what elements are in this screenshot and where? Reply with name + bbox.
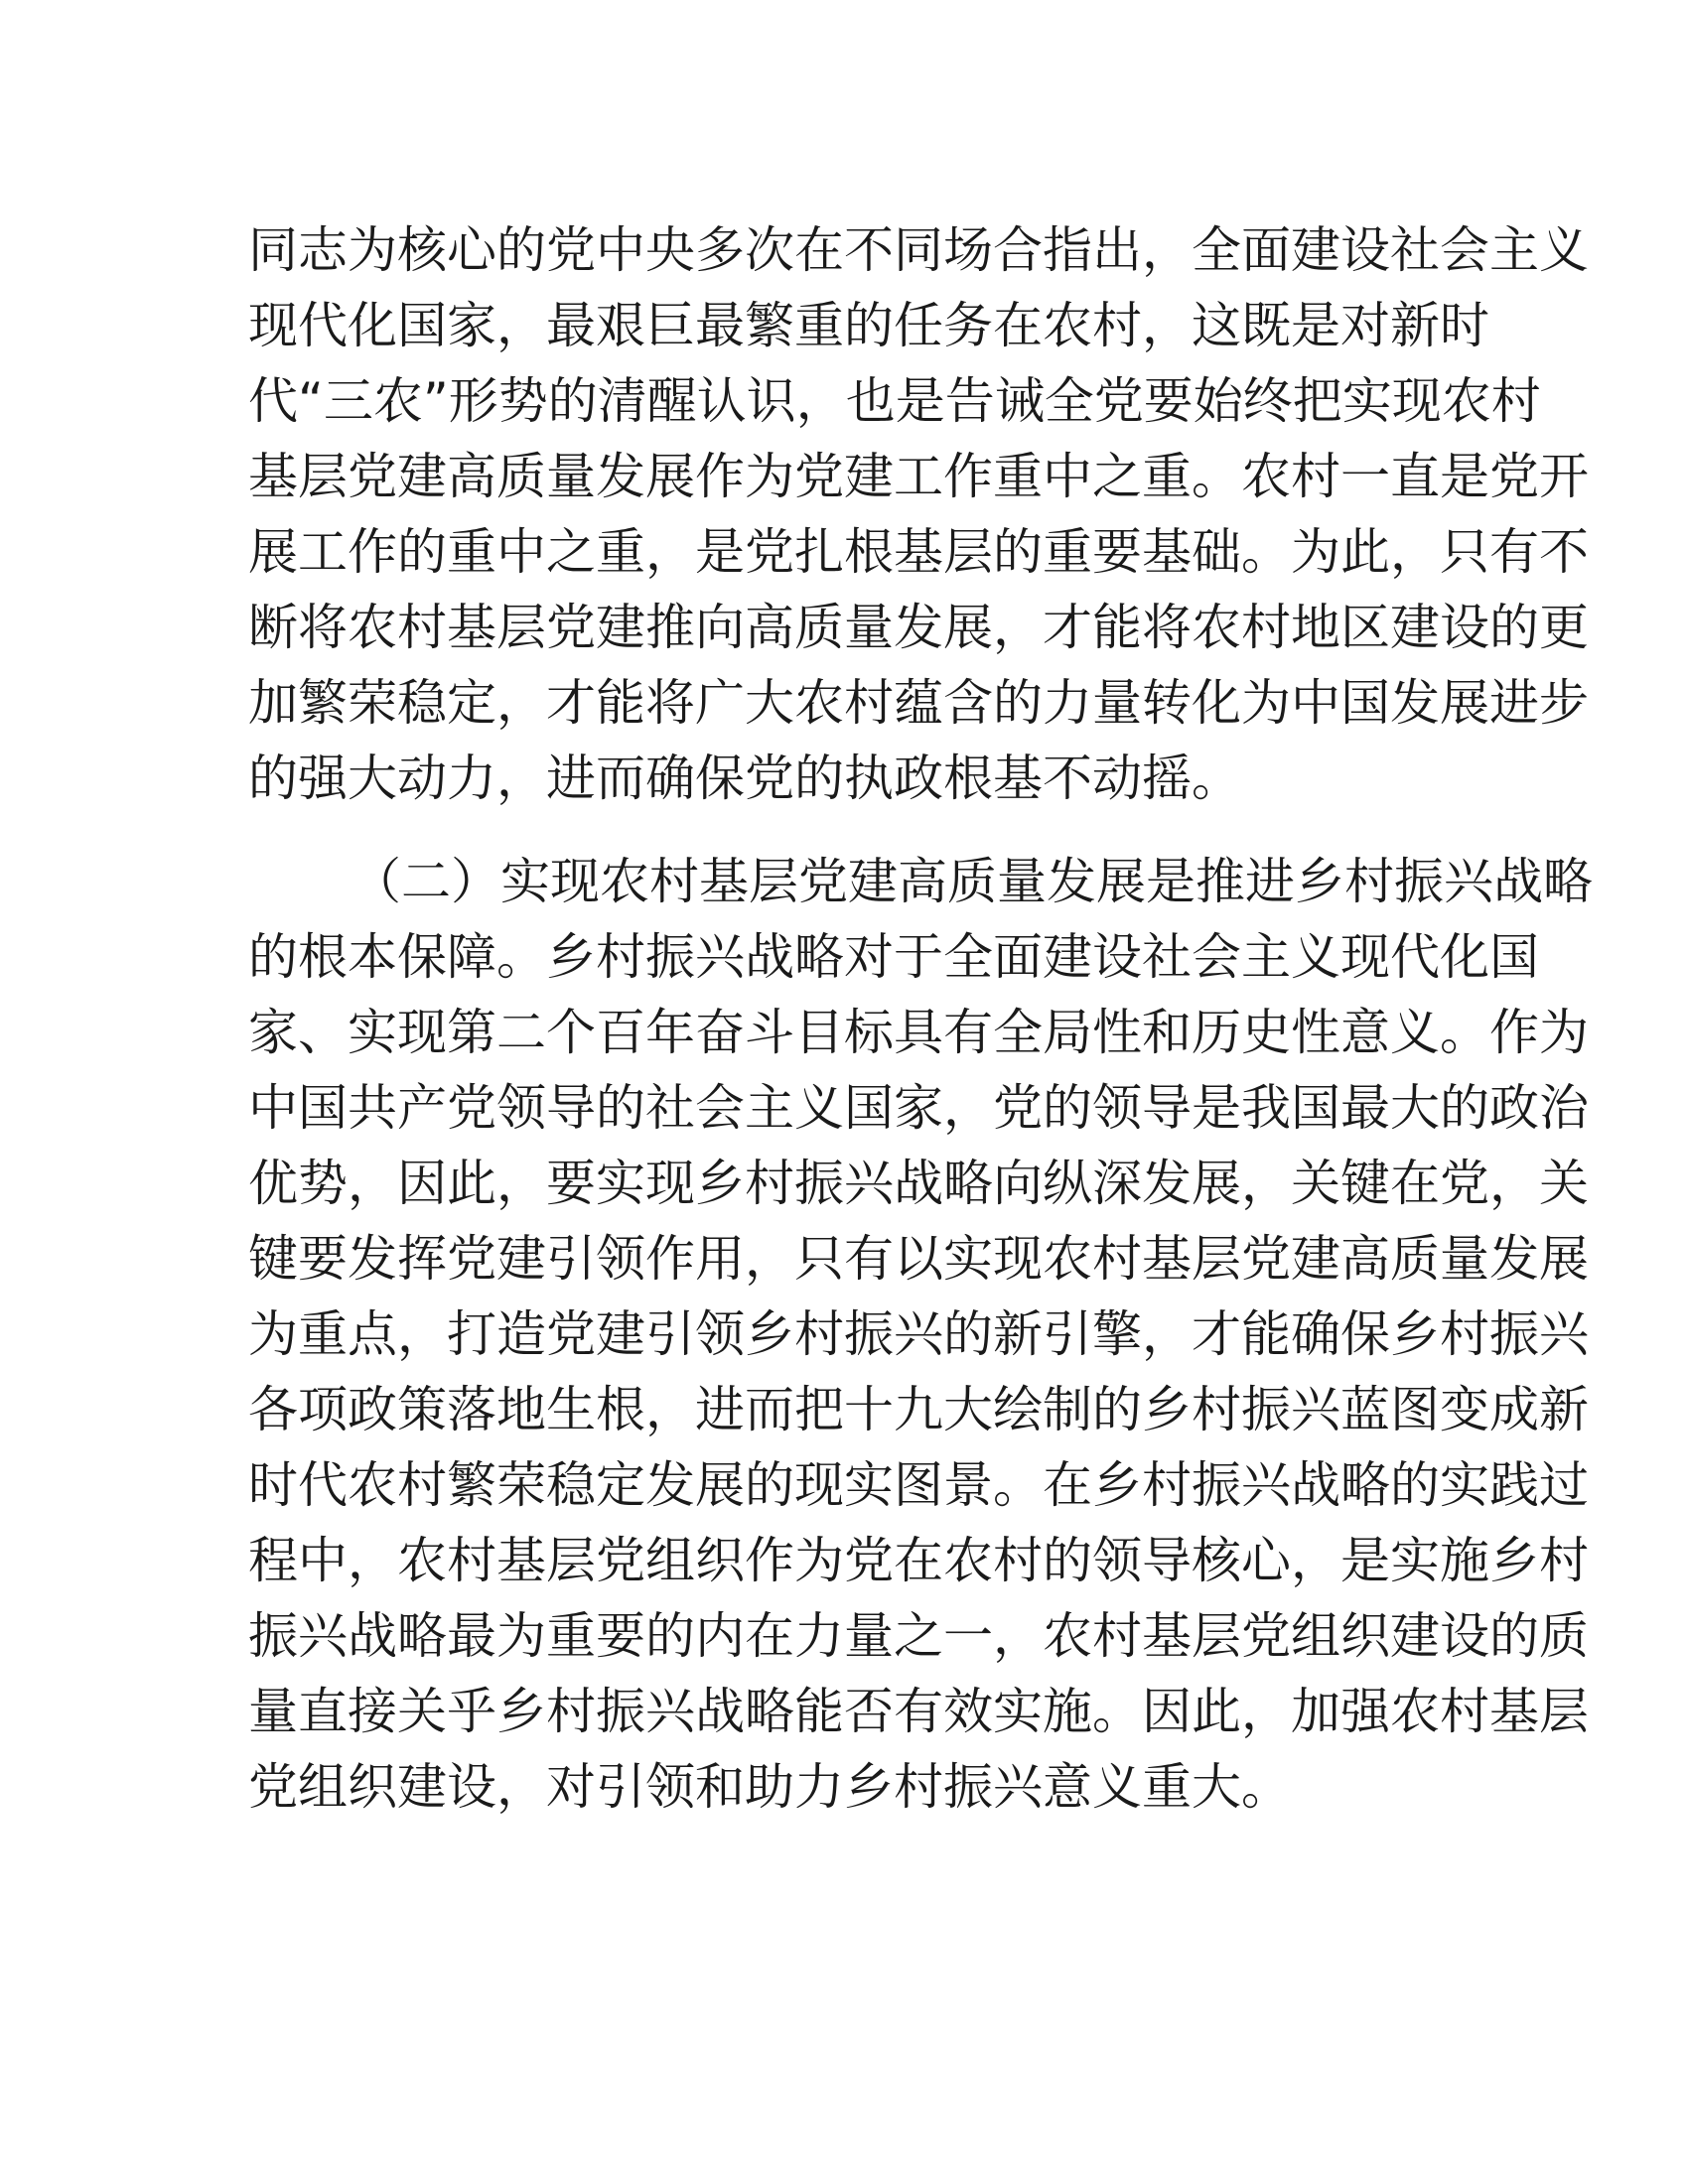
paragraph-line: 断将农村基层党建推向高质量发展，才能将农村地区建设的更 bbox=[248, 599, 1589, 656]
paragraph-line: 各项政策落地生根，进而把十九大绘制的乡村振兴蓝图变成新 bbox=[248, 1381, 1589, 1438]
paragraph-line: 键要发挥党建引领作用，只有以实现农村基层党建高质量发展 bbox=[248, 1230, 1589, 1288]
paragraph-line: 现代化国家，最艰巨最繁重的任务在农村，这既是对新时 bbox=[248, 297, 1489, 354]
paragraph-line: 的根本保障。乡村振兴战略对于全面建设社会主义现代化国 bbox=[248, 928, 1539, 986]
paragraph-line: 为重点，打造党建引领乡村振兴的新引擎，才能确保乡村振兴 bbox=[248, 1305, 1589, 1363]
paragraph-line: 量直接关乎乡村振兴战略能否有效实施。因此，加强农村基层 bbox=[248, 1683, 1589, 1740]
paragraph-line: 同志为核心的党中央多次在不同场合指出，全面建设社会主义 bbox=[248, 221, 1589, 279]
paragraph-line: 基层党建高质量发展作为党建工作重中之重。农村一直是党开 bbox=[248, 448, 1589, 505]
paragraph-line: 代“三农”形势的清醒认识，也是告诫全党要始终把实现农村 bbox=[248, 372, 1541, 430]
paragraph-line: 时代农村繁荣稳定发展的现实图景。在乡村振兴战略的实践过 bbox=[248, 1456, 1589, 1514]
paragraph-line: 中国共产党领导的社会主义国家，党的领导是我国最大的政治 bbox=[248, 1079, 1589, 1137]
paragraph-line: 展工作的重中之重，是党扎根基层的重要基础。为此，只有不 bbox=[248, 523, 1589, 581]
paragraph-line: 优势，因此，要实现乡村振兴战略向纵深发展，关键在党，关 bbox=[248, 1155, 1589, 1212]
paragraph-line: 振兴战略最为重要的内在力量之一，农村基层党组织建设的质 bbox=[248, 1607, 1589, 1665]
paragraph-line: 的强大动力，进而确保党的执政根基不动摇。 bbox=[248, 750, 1241, 807]
paragraph-line: 程中，农村基层党组织作为党在农村的领导核心，是实施乡村 bbox=[248, 1532, 1589, 1589]
section-heading-line: （二）实现农村基层党建高质量发展是推进乡村振兴战略 bbox=[352, 853, 1593, 910]
paragraph-line: 加繁荣稳定，才能将广大农村蕴含的力量转化为中国发展进步 bbox=[248, 674, 1589, 732]
paragraph-line: 家、实现第二个百年奋斗目标具有全局性和历史性意义。作为 bbox=[248, 1004, 1589, 1061]
paragraph-line: 党组织建设，对引领和助力乡村振兴意义重大。 bbox=[248, 1758, 1291, 1816]
